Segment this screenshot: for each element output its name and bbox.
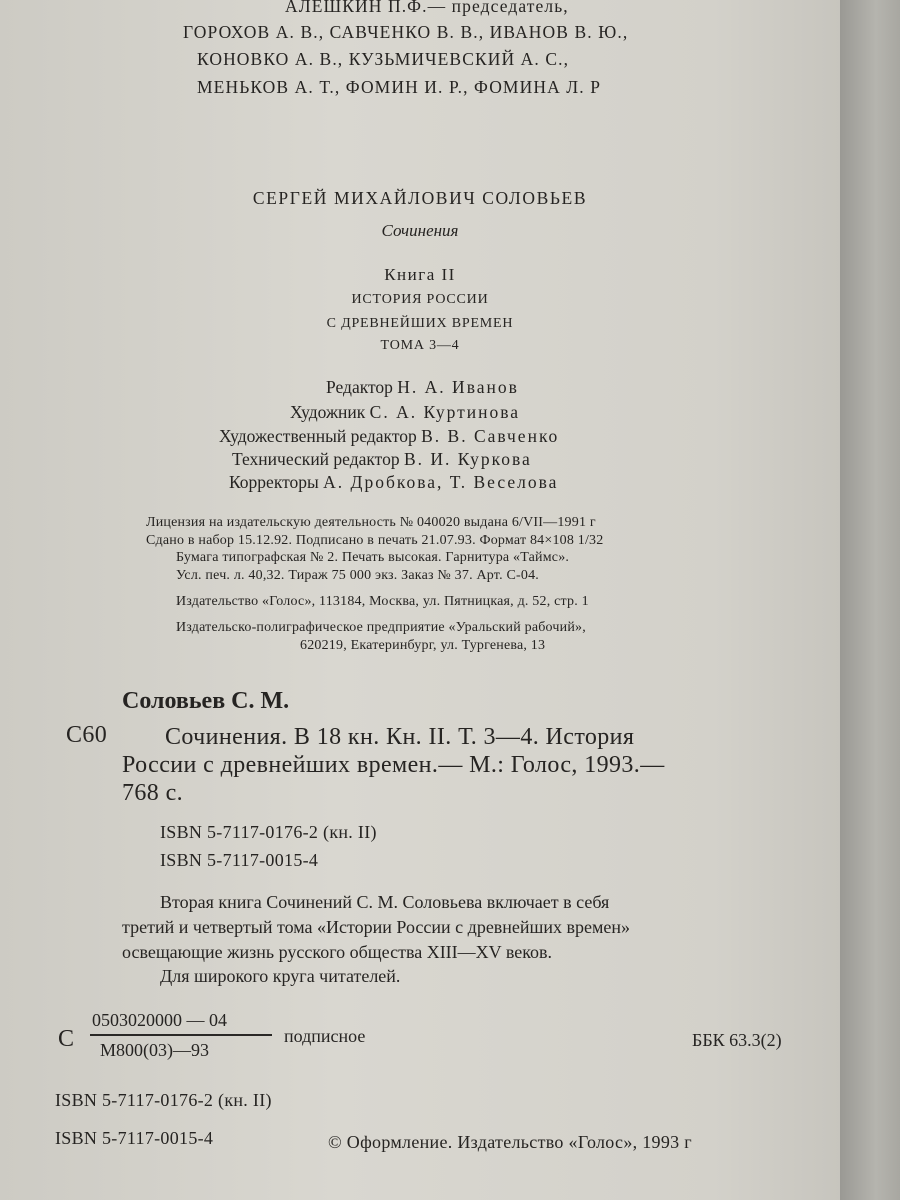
imprint-printer-2: 620219, Екатеринбург, ул. Тургенева, 13 xyxy=(300,638,546,653)
board-chair: АЛЕШКИН П.Ф.— председатель, xyxy=(285,0,569,16)
staff-role: Корректоры xyxy=(229,472,319,492)
subscription-label: подписное xyxy=(284,1026,366,1046)
volumes-label: ТОМА 3—4 xyxy=(380,338,460,353)
footer-isbn-2: ISBN 5-7117-0015-4 xyxy=(55,1128,214,1148)
staff-art-editor xyxy=(219,426,559,447)
catalog-desc-2: России с древнейших времен.— М.: Голос, 1993.— xyxy=(122,752,665,778)
staff-role: Художественный редактор xyxy=(219,426,417,446)
catalog-desc-3: 768 с. xyxy=(122,780,184,806)
board-members-3: МЕНЬКОВ А. Т., ФОМИН И. Р., ФОМИНА Л. Р xyxy=(197,77,602,97)
imprint-publisher: Издательство «Голос», 113184, Москва, ул. Пятницкая, д. 52, стр. 1 xyxy=(176,594,589,609)
works-label: Сочинения xyxy=(381,221,459,240)
staff-editor xyxy=(326,377,519,398)
footer-isbn-1: ISBN 5-7117-0176-2 (кн. II) xyxy=(55,1090,272,1110)
series-title-1: ИСТОРИЯ РОССИИ xyxy=(351,292,489,307)
staff-role: Технический редактор xyxy=(232,449,400,469)
catalog-isbn-2: ISBN 5-7117-0015-4 xyxy=(160,850,319,870)
annotation-line-4: Для широкого круга читателей. xyxy=(160,966,401,986)
staff-role: Редактор xyxy=(326,377,393,397)
catalog-desc-1: Сочинения. В 18 кн. Кн. II. Т. 3—4. История xyxy=(165,724,635,750)
imprint-print-run: Усл. печ. л. 40,32. Тираж 75 000 экз. Заказ № 37. Арт. С-04. xyxy=(176,568,539,583)
catalog-isbn-1: ISBN 5-7117-0176-2 (кн. II) xyxy=(160,822,377,842)
annotation-line-2: третий и четвертый тома «Истории России с древнейших времен» xyxy=(122,917,631,937)
series-title-2: С ДРЕВНЕЙШИХ ВРЕМЕН xyxy=(326,316,514,331)
staff-person: А. Дробкова, Т. Веселова xyxy=(323,472,559,492)
staff-person: В. И. Куркова xyxy=(403,449,532,469)
staff-person: С. А. Куртинова xyxy=(369,402,521,422)
board-members-1: ГОРОХОВ А. В., САВЧЕНКО В. В., ИВАНОВ В. Ю., xyxy=(183,22,629,42)
catalog-code: С60 xyxy=(66,722,108,748)
staff-role: Художник xyxy=(290,402,366,422)
staff-artist xyxy=(290,402,520,423)
next-page-edge xyxy=(840,0,900,1200)
staff-person: Н. А. Иванов xyxy=(397,377,519,397)
staff-proofreaders xyxy=(229,472,558,493)
imprint-license: Лицензия на издательскую деятельность № 040020 выдана 6/VII—1991 г xyxy=(146,515,596,530)
catalog-author-heading: Соловьев С. М. xyxy=(122,688,290,714)
imprint-dates: Сдано в набор 15.12.92. Подписано в печать 21.07.93. Формат 84×108 1/32 xyxy=(146,533,604,548)
author-name: СЕРГЕЙ МИХАЙЛОВИЧ СОЛОВЬЕВ xyxy=(252,188,588,208)
annotation-line-3: освещающие жизнь русского общества XIII—XV веков. xyxy=(122,942,553,962)
board-members-2: КОНОВКО А. В., КУЗЬМИЧЕВСКИЙ А. С., xyxy=(197,49,570,69)
staff-tech-editor xyxy=(232,449,532,470)
footer-copyright: © Оформление. Издательство «Голос», 1993 г xyxy=(328,1132,692,1152)
imprint-paper: Бумага типографская № 2. Печать высокая. Гарнитура «Таймс». xyxy=(176,550,570,565)
index-numerator: 0503020000 — 04 xyxy=(92,1010,227,1030)
annotation-line-1: Вторая книга Сочинений С. М. Соловьева включает в себя xyxy=(160,892,610,912)
imprint-printer-1: Издательско-полиграфическое предприятие «Уральский рабочий», xyxy=(176,620,586,635)
index-fraction-bar xyxy=(90,1034,272,1036)
staff-person: В. В. Савченко xyxy=(421,426,560,446)
index-letter: С xyxy=(58,1026,75,1052)
bbk-code: ББК 63.3(2) xyxy=(692,1030,782,1050)
index-denominator: М800(03)—93 xyxy=(100,1040,209,1060)
book-number: Книга II xyxy=(384,265,456,284)
